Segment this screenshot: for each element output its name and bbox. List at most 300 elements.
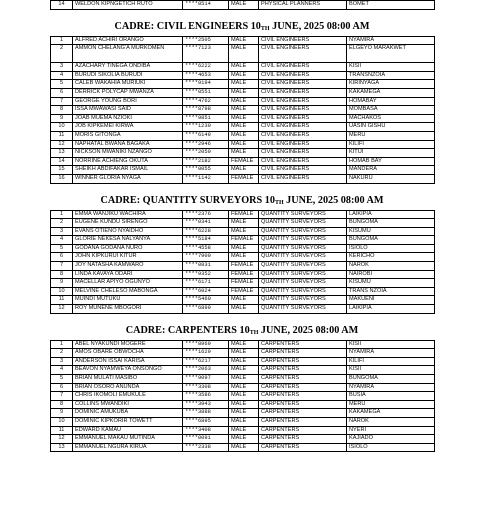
row-number: 12 — [51, 305, 73, 314]
table-row — [51, 375, 435, 384]
cadre: QUANTITY SURVEYORS — [259, 244, 347, 253]
county: BUSIA — [347, 392, 435, 401]
cadre-table — [50, 340, 435, 453]
cadre: QUANTITY SURVEYORS — [259, 236, 347, 245]
staff-name: BURUDI SIKOLIA BURUDI — [73, 71, 183, 80]
cadre: CARPENTERS — [259, 366, 347, 375]
row-number: 9 — [51, 279, 73, 288]
id-number: ****9194 — [183, 80, 229, 89]
id-number: ****2182 — [183, 157, 229, 166]
cadre: CARPENTERS — [259, 392, 347, 401]
table-row — [51, 287, 435, 296]
staff-name: JOY NATASHA KAMWARO — [73, 262, 183, 271]
gender: MALE — [229, 435, 259, 444]
id-number: ****3943 — [183, 400, 229, 409]
county: MERU — [347, 131, 435, 140]
cadre: QUANTITY SURVEYORS — [259, 262, 347, 271]
table-row — [51, 253, 435, 262]
id-number: ****5460 — [183, 296, 229, 305]
gender: MALE — [229, 71, 259, 80]
gender: MALE — [229, 409, 259, 418]
gender: MALE — [229, 253, 259, 262]
id-number: ****2376 — [183, 210, 229, 219]
row-number: 9 — [51, 409, 73, 418]
staff-name: LINDA KAVAYA ODARI — [73, 270, 183, 279]
staff-name: GEORGE YOUNG BORI — [73, 97, 183, 106]
table-row — [51, 270, 435, 279]
row-number: 2 — [51, 219, 73, 228]
heading-date-time: JUNE, 2025 08:00 AM — [269, 20, 370, 32]
id-number: ****3586 — [183, 392, 229, 401]
staff-name: WELDON KIPNGETICH RUTO — [73, 1, 183, 10]
county: KISII — [347, 340, 435, 349]
cadre: CIVIL ENGINEERS — [259, 131, 347, 140]
gender: FEMALE — [229, 174, 259, 183]
cadre: CARPENTERS — [259, 349, 347, 358]
table-row — [51, 157, 435, 166]
cadre: CARPENTERS — [259, 417, 347, 426]
cadre: QUANTITY SURVEYORS — [259, 287, 347, 296]
gender: MALE — [229, 383, 259, 392]
table-row — [51, 357, 435, 366]
gender: MALE — [229, 305, 259, 314]
id-number: ****6171 — [183, 279, 229, 288]
table-row — [51, 63, 435, 72]
staff-name: MORIS GITONGA — [73, 131, 183, 140]
table-row — [51, 114, 435, 123]
table-row — [51, 236, 435, 245]
table-row — [51, 71, 435, 80]
table-row — [51, 392, 435, 401]
cadre: CIVIL ENGINEERS — [259, 71, 347, 80]
table-row — [51, 383, 435, 392]
id-number: ****4558 — [183, 244, 229, 253]
table-row — [51, 426, 435, 435]
county: ELGEYO MARAKWET — [347, 45, 435, 63]
county: BOMET — [347, 1, 435, 10]
id-number: ****6217 — [183, 357, 229, 366]
gender: FEMALE — [229, 270, 259, 279]
cadre: CARPENTERS — [259, 409, 347, 418]
staff-name: AMMON CHELANG'A MURKOMEN — [73, 45, 183, 63]
gender: MALE — [229, 357, 259, 366]
row-number: 6 — [51, 383, 73, 392]
table-row — [51, 340, 435, 349]
row-number: 12 — [51, 140, 73, 149]
staff-name: EMMANUEL NGURA KIRUA — [73, 443, 183, 452]
row-number: 5 — [51, 244, 73, 253]
staff-name: EDWARD KAMAU — [73, 426, 183, 435]
row-number: 4 — [51, 71, 73, 80]
staff-name: EVANS OTIENO NYAIDHO — [73, 227, 183, 236]
row-number: 5 — [51, 375, 73, 384]
county: LAIKIPIA — [347, 305, 435, 314]
county: KILIFI — [347, 140, 435, 149]
gender: MALE — [229, 375, 259, 384]
row-number: 14 — [51, 1, 73, 10]
row-number: 5 — [51, 80, 73, 89]
staff-name: CALEB WAKAHIA MURIUKI — [73, 80, 183, 89]
id-number: ****3408 — [183, 426, 229, 435]
cadre: CIVIL ENGINEERS — [259, 166, 347, 175]
cadre: CIVIL ENGINEERS — [259, 63, 347, 72]
document-page — [50, 0, 434, 452]
table-row — [51, 1, 435, 10]
cadre: QUANTITY SURVEYORS — [259, 270, 347, 279]
table-row — [51, 400, 435, 409]
staff-name: ISSA MWAWASI SAID — [73, 106, 183, 115]
staff-name: WINNER GLORIA NYAGA — [73, 174, 183, 183]
row-number: 15 — [51, 166, 73, 175]
staff-name: NAPHATAL BWANA BAGAKA — [73, 140, 183, 149]
county: MACHAKOS — [347, 114, 435, 123]
staff-name: MELVINE CHELESO MABONGA — [73, 287, 183, 296]
table-row — [51, 244, 435, 253]
id-number: ****0551 — [183, 88, 229, 97]
row-number: 3 — [51, 227, 73, 236]
gender: FEMALE — [229, 262, 259, 271]
table-row — [51, 166, 435, 175]
staff-name: BEAVON NYAMWEYA ONSONGO — [73, 366, 183, 375]
county: NAKURU — [347, 174, 435, 183]
gender: MALE — [229, 114, 259, 123]
table-row — [51, 140, 435, 149]
id-number: ****4762 — [183, 97, 229, 106]
county: NAROK — [347, 262, 435, 271]
id-number: ****4653 — [183, 71, 229, 80]
row-number: 11 — [51, 426, 73, 435]
staff-name: AZACHARY TINEGA ONDIBA — [73, 63, 183, 72]
gender: MALE — [229, 123, 259, 132]
table-row — [51, 409, 435, 418]
table-row — [51, 262, 435, 271]
county: NAIROBI — [347, 270, 435, 279]
row-number: 1 — [51, 36, 73, 45]
county: MAKUENI — [347, 296, 435, 305]
row-number: 16 — [51, 174, 73, 183]
table-row — [51, 417, 435, 426]
cadre: CIVIL ENGINEERS — [259, 88, 347, 97]
table-row — [51, 227, 435, 236]
county: MOMBASA — [347, 106, 435, 115]
table-row — [51, 174, 435, 183]
row-number: 4 — [51, 366, 73, 375]
gender: MALE — [229, 88, 259, 97]
gender: MALE — [229, 392, 259, 401]
cadre: CIVIL ENGINEERS — [259, 80, 347, 89]
row-number: 1 — [51, 210, 73, 219]
table-row — [51, 106, 435, 115]
county: NYAMIRA — [347, 36, 435, 45]
staff-name: JOB KIPKEMEI KIRWA — [73, 123, 183, 132]
cadre: CIVIL ENGINEERS — [259, 106, 347, 115]
county: KISUMU — [347, 227, 435, 236]
gender: MALE — [229, 219, 259, 228]
gender: MALE — [229, 1, 259, 10]
table-row — [51, 366, 435, 375]
county: LAIKIPIA — [347, 210, 435, 219]
section-heading — [50, 10, 434, 36]
id-number: ****0831 — [183, 262, 229, 271]
gender: MALE — [229, 227, 259, 236]
id-number: ****9352 — [183, 270, 229, 279]
table-row — [51, 210, 435, 219]
county: UASIN GISHU — [347, 123, 435, 132]
county: MANDERA — [347, 166, 435, 175]
cadre-table — [50, 210, 435, 314]
county: NYERI — [347, 426, 435, 435]
row-number: 10 — [51, 417, 73, 426]
table-row — [51, 88, 435, 97]
row-number: 8 — [51, 400, 73, 409]
county: TRANSNZOIA — [347, 71, 435, 80]
row-number: 6 — [51, 253, 73, 262]
id-number: ****0091 — [183, 435, 229, 444]
staff-name: GLORIE NEKESA NALYANYA — [73, 236, 183, 245]
id-number: ****5184 — [183, 236, 229, 245]
row-number: 7 — [51, 392, 73, 401]
id-number: ****9097 — [183, 375, 229, 384]
cadre: CIVIL ENGINEERS — [259, 114, 347, 123]
county: BUNGOMA — [347, 236, 435, 245]
id-number: ****2505 — [183, 36, 229, 45]
staff-name: EUGENE KUNDU SIRENGO — [73, 219, 183, 228]
staff-name: GODANA GODANA NURO — [73, 244, 183, 253]
row-number: 2 — [51, 45, 73, 63]
county: ISIOLO — [347, 244, 435, 253]
row-number: 4 — [51, 236, 73, 245]
row-number: 10 — [51, 287, 73, 296]
row-number: 13 — [51, 149, 73, 158]
id-number: ****3308 — [183, 383, 229, 392]
table-row — [51, 97, 435, 106]
table-row — [51, 305, 435, 314]
gender: MALE — [229, 443, 259, 452]
cadre: CARPENTERS — [259, 443, 347, 452]
gender: MALE — [229, 400, 259, 409]
cadre: CIVIL ENGINEERS — [259, 149, 347, 158]
county: KITUI — [347, 149, 435, 158]
county: KAKAMEGA — [347, 88, 435, 97]
staff-name: BRIAN MULATI MASIBO — [73, 375, 183, 384]
cadre: CARPENTERS — [259, 357, 347, 366]
id-number: ****8969 — [183, 340, 229, 349]
row-number: 10 — [51, 123, 73, 132]
table-row — [51, 45, 435, 63]
county: KAJIADO — [347, 435, 435, 444]
id-number: ****6895 — [183, 417, 229, 426]
id-number: ****1230 — [183, 123, 229, 132]
gender: MALE — [229, 340, 259, 349]
row-number: 3 — [51, 357, 73, 366]
staff-name: COLLINS MWANDIKI — [73, 400, 183, 409]
row-number: 2 — [51, 349, 73, 358]
staff-name: NORRINE ACHIENG OKUTA — [73, 157, 183, 166]
table-row — [51, 123, 435, 132]
cadre: QUANTITY SURVEYORS — [259, 219, 347, 228]
id-number: ****6899 — [183, 305, 229, 314]
heading-date-time: JUNE, 2025 08:00 AM — [283, 194, 384, 206]
gender: MALE — [229, 36, 259, 45]
gender: MALE — [229, 349, 259, 358]
table-row — [51, 279, 435, 288]
gender: MALE — [229, 166, 259, 175]
table-row — [51, 435, 435, 444]
staff-name: JOAB MUEMA NZIOKI — [73, 114, 183, 123]
row-number: 7 — [51, 262, 73, 271]
cadre: CIVIL ENGINEERS — [259, 123, 347, 132]
staff-name: EMMA WANJIKU WACHIRA — [73, 210, 183, 219]
cadre: QUANTITY SURVEYORS — [259, 253, 347, 262]
heading-ordinal: TH — [274, 199, 284, 206]
id-number: ****2050 — [183, 149, 229, 158]
row-number: 6 — [51, 88, 73, 97]
gender: MALE — [229, 106, 259, 115]
cadre: CIVIL ENGINEERS — [259, 36, 347, 45]
row-number: 13 — [51, 443, 73, 452]
gender: MALE — [229, 131, 259, 140]
county: BUNGOMA — [347, 219, 435, 228]
staff-name: NICKSON MWANIKI NZANGO — [73, 149, 183, 158]
staff-name: CHRIS IKOMOLI EMUKULE — [73, 392, 183, 401]
cadre: CIVIL ENGINEERS — [259, 45, 347, 63]
row-number: 8 — [51, 270, 73, 279]
county: HOMAB BAY — [347, 157, 435, 166]
staff-name: DERRICK POLYCAP MWANZA — [73, 88, 183, 97]
table-row — [51, 80, 435, 89]
heading-text: CADRE: CIVIL ENGINEERS 10 — [114, 20, 261, 32]
cadre: QUANTITY SURVEYORS — [259, 296, 347, 305]
id-number: ****6222 — [183, 63, 229, 72]
table-row — [51, 149, 435, 158]
staff-name: ALFRED ACHIRI ORANGO — [73, 36, 183, 45]
section-heading — [50, 184, 434, 210]
cadre: CIVIL ENGINEERS — [259, 140, 347, 149]
row-number: 8 — [51, 106, 73, 115]
table-row — [51, 219, 435, 228]
gender: FEMALE — [229, 279, 259, 288]
county: MERU — [347, 400, 435, 409]
staff-name: JOHN KIPKURUI KITUR — [73, 253, 183, 262]
staff-name: ABEL NYAKUNDI MOGERE — [73, 340, 183, 349]
cadre: CARPENTERS — [259, 400, 347, 409]
id-number: ****2338 — [183, 443, 229, 452]
county: BUNGOMA — [347, 375, 435, 384]
staff-name: MACELLAR APIYO OGUNYO — [73, 279, 183, 288]
cadre: CARPENTERS — [259, 375, 347, 384]
gender: MALE — [229, 97, 259, 106]
cadre: QUANTITY SURVEYORS — [259, 305, 347, 314]
table-row — [51, 349, 435, 358]
staff-name: MUINDI MUTUKU — [73, 296, 183, 305]
table-row — [51, 443, 435, 452]
id-number: ****6149 — [183, 131, 229, 140]
gender: FEMALE — [229, 236, 259, 245]
id-number: ****0055 — [183, 166, 229, 175]
staff-name: SHEIKH ABDIFAKAR ISMAIL — [73, 166, 183, 175]
cadre: QUANTITY SURVEYORS — [259, 279, 347, 288]
staff-name: DOMINIC AMUKUBA — [73, 409, 183, 418]
id-number: ****2063 — [183, 366, 229, 375]
id-number: ****1629 — [183, 349, 229, 358]
gender: MALE — [229, 80, 259, 89]
heading-text: CADRE: CARPENTERS 10 — [125, 324, 250, 336]
county: KISII — [347, 366, 435, 375]
row-number: 12 — [51, 435, 73, 444]
staff-name: DOMINIC KIPKORIR TOWETT — [73, 417, 183, 426]
heading-ordinal: TH — [260, 25, 270, 32]
county: NYAMIRA — [347, 383, 435, 392]
heading-ordinal: TH — [249, 329, 259, 336]
county: KISII — [347, 63, 435, 72]
id-number: ****9851 — [183, 114, 229, 123]
county: TRANS NZOIA — [347, 287, 435, 296]
gender: MALE — [229, 244, 259, 253]
table-row — [51, 296, 435, 305]
heading-date-time: JUNE, 2025 08:00 AM — [258, 324, 359, 336]
row-number: 1 — [51, 340, 73, 349]
table-row — [51, 36, 435, 45]
staff-name: BRIAN OSORO ANUNDA — [73, 383, 183, 392]
id-number: ****8798 — [183, 106, 229, 115]
cadre: CIVIL ENGINEERS — [259, 174, 347, 183]
id-number: ****6024 — [183, 287, 229, 296]
table-row — [51, 131, 435, 140]
gender: FEMALE — [229, 287, 259, 296]
cadre: CARPENTERS — [259, 435, 347, 444]
cadre: CIVIL ENGINEERS — [259, 97, 347, 106]
county: KAKAMEGA — [347, 409, 435, 418]
county: NAROK — [347, 417, 435, 426]
section-heading — [50, 314, 434, 340]
gender: MALE — [229, 140, 259, 149]
heading-text: CADRE: QUANTITY SURVEYORS 10 — [100, 194, 275, 206]
gender: MALE — [229, 426, 259, 435]
id-number: ****8514 — [183, 1, 229, 10]
cadre: CIVIL ENGINEERS — [259, 157, 347, 166]
county: KISUMU — [347, 279, 435, 288]
gender: FEMALE — [229, 210, 259, 219]
id-number: ****7900 — [183, 253, 229, 262]
id-number: ****0341 — [183, 219, 229, 228]
county: KIRINYAGA — [347, 80, 435, 89]
row-number: 14 — [51, 157, 73, 166]
id-number: ****3888 — [183, 409, 229, 418]
cadre: CARPENTERS — [259, 340, 347, 349]
staff-name: ROY MUNENE MBOGORI — [73, 305, 183, 314]
row-number: 7 — [51, 97, 73, 106]
staff-name: ANDERSON ISSAI KARISA — [73, 357, 183, 366]
cadre: QUANTITY SURVEYORS — [259, 227, 347, 236]
gender: MALE — [229, 366, 259, 375]
gender: MALE — [229, 45, 259, 63]
county: KILIFI — [347, 357, 435, 366]
row-number: 3 — [51, 63, 73, 72]
gender: MALE — [229, 296, 259, 305]
cadre: QUANTITY SURVEYORS — [259, 210, 347, 219]
id-number: ****6228 — [183, 227, 229, 236]
cadre: CARPENTERS — [259, 383, 347, 392]
row-number: 11 — [51, 131, 73, 140]
county: NYAMIRA — [347, 349, 435, 358]
cadre: PHYSICAL PLANNERS — [259, 1, 347, 10]
cadre: CARPENTERS — [259, 426, 347, 435]
gender: MALE — [229, 417, 259, 426]
id-number: ****2946 — [183, 140, 229, 149]
id-number: ****1142 — [183, 174, 229, 183]
gender: MALE — [229, 149, 259, 158]
gender: FEMALE — [229, 157, 259, 166]
